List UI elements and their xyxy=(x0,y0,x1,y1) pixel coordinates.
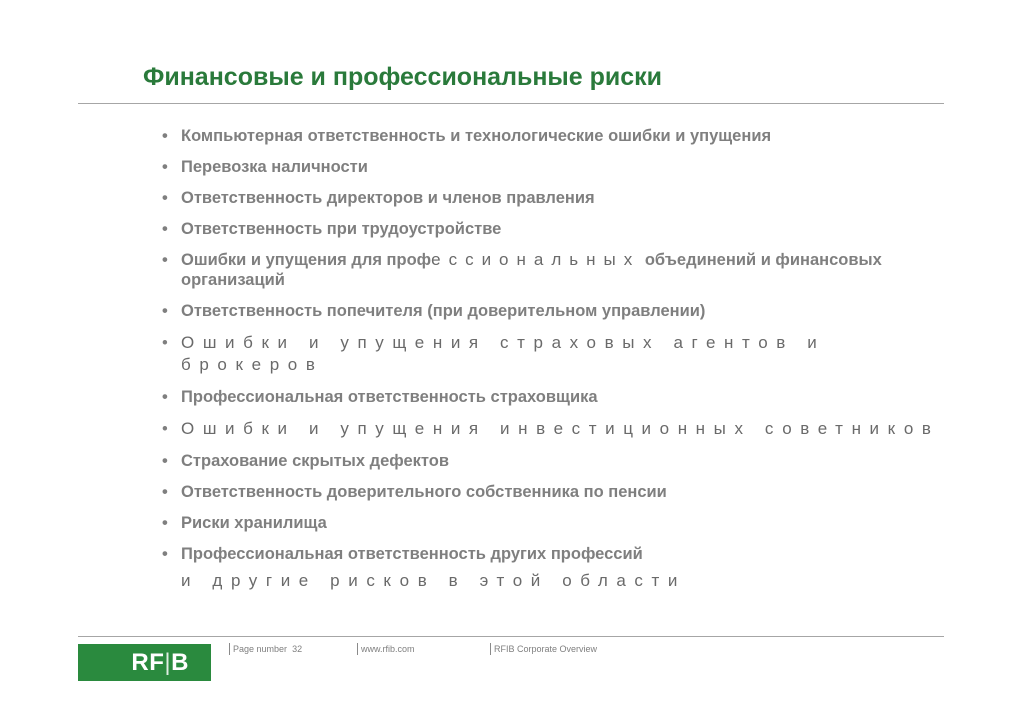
footer-doc-title: RFIB Corporate Overview xyxy=(490,643,597,655)
bullet: • xyxy=(162,220,168,238)
list-item xyxy=(160,157,950,177)
list-item-text: Ответственность директоров и членов правления xyxy=(181,189,595,207)
bullet: • xyxy=(162,251,168,269)
page-number-label: Page number xyxy=(233,644,288,654)
list-item-text: Страхование скрытых дефектов xyxy=(181,452,449,470)
list-item-text-spaced: ессиональных xyxy=(431,250,641,269)
bullet: • xyxy=(162,158,168,176)
bullet: • xyxy=(162,452,168,470)
list-item xyxy=(160,332,950,376)
list-item-text: Ответственность при трудоустройстве xyxy=(181,220,502,238)
bullet: • xyxy=(162,514,168,532)
list-item-text: Ошибки и упущения инвестиционных советников xyxy=(181,419,940,438)
page-title: Финансовые и профессиональные риски xyxy=(143,63,663,91)
list-item-text: Ошибки и упущения для проф xyxy=(181,251,432,269)
list-item xyxy=(160,544,950,564)
bullet: • xyxy=(162,302,168,320)
bullet: • xyxy=(162,334,168,352)
bullet: • xyxy=(162,420,168,438)
list-item xyxy=(160,513,950,533)
footer-page-number xyxy=(229,643,302,655)
list-item xyxy=(160,418,950,440)
list-item xyxy=(160,250,950,290)
list-item-text: Компьютерная ответственность и технологические ошибки и упущения xyxy=(181,127,772,145)
logo-separator: | xyxy=(164,649,172,676)
list-item-text: Ответственность попечителя (при доверительном управлении) xyxy=(181,302,706,320)
bullet: • xyxy=(162,189,168,207)
footer-divider xyxy=(78,636,944,637)
title-divider xyxy=(78,103,944,104)
list-item xyxy=(160,126,950,146)
list-item-text: Профессиональная ответственность других профессий xyxy=(181,545,643,563)
list-item-text: Ответственность доверительного собственника по пенсии xyxy=(181,483,667,501)
rfib-logo xyxy=(78,644,211,681)
list-item xyxy=(160,482,950,502)
list-item xyxy=(160,451,950,471)
bullet: • xyxy=(162,388,168,406)
footer-url: www.rfib.com xyxy=(357,643,415,655)
list-item-text: Перевозка наличности xyxy=(181,158,368,176)
bullet: • xyxy=(162,545,168,563)
list-item-text: Ошибки и упущения страховых агентов и брокеров xyxy=(181,333,826,374)
list-item xyxy=(160,188,950,208)
list-item xyxy=(160,301,950,321)
list-item xyxy=(160,219,950,239)
list-item-text: Профессиональная ответственность страховщика xyxy=(181,388,598,406)
logo-text-rf: RF xyxy=(131,649,165,676)
list-item-text-rest: объединений и финансовых организаций xyxy=(181,251,882,289)
risk-list xyxy=(160,126,950,575)
list-item-text: Риски хранилища xyxy=(181,514,327,532)
list-item xyxy=(160,387,950,407)
trailing-text: и другие рисков в этой области xyxy=(181,571,686,590)
bullet: • xyxy=(162,483,168,501)
bullet: • xyxy=(162,127,168,145)
page-number-value: 32 xyxy=(292,644,303,654)
logo-text-b: B xyxy=(171,649,189,676)
